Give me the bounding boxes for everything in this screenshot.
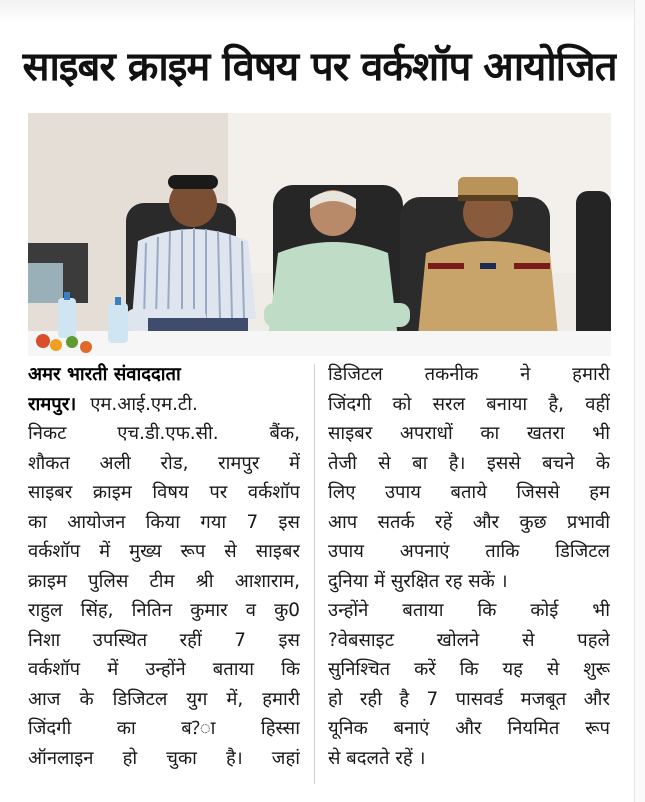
article-line: आज के डिजिटल युग में, हमारी (28, 688, 300, 710)
article-line: आप सतर्क रहें और कुछ प्रभावी (328, 511, 610, 533)
article-line: ?वेबसाइट खोलने से पहले (328, 629, 610, 651)
photo-icon (28, 113, 611, 356)
news-photo (28, 113, 611, 356)
article-column-2 (328, 360, 610, 790)
article-line: दुनिया में सुरक्षित रह सकें । (328, 570, 508, 592)
article-line: जिंदगी का ब?ा हिस्सा (28, 718, 300, 739)
article-line: वर्कशॉप में मुख्य रूप से साइबर (28, 541, 300, 562)
article-line: वर्कशॉप में उन्होंने बताया कि (28, 659, 300, 680)
page-edge (634, 0, 645, 802)
article-column-1 (28, 360, 300, 790)
page-top-strip (0, 0, 645, 22)
article-line: डिजिटल तकनीक ने हमारी (328, 364, 610, 385)
article-line: शौकत अली रोड, रामपुर में (28, 452, 300, 474)
article-line: निकट एच.डी.एफ.सी. बैंक, (28, 423, 300, 444)
column-divider (314, 364, 315, 784)
article-line: राहुल सिंह, नितिन कुमार व कु0 (28, 600, 300, 621)
article-line: साइबर अपराधों का खतरा भी (328, 423, 610, 444)
article-line: निशा उपस्थित रहीं 7 इस (28, 629, 300, 651)
article-text: एम.आई.एम.टी. (90, 393, 198, 415)
article-line (28, 390, 300, 420)
article-line: यूनिक बनाएं और नियमित रूप (328, 718, 610, 739)
article-line: हो रही है 7 पासवर्ड मजबूत और (328, 688, 610, 710)
dateline: रामपुर। (28, 393, 77, 415)
article-line: क्राइम पुलिस टीम श्री आशाराम, (28, 570, 300, 592)
article-line: लिए उपाय बताये जिससे हम (328, 482, 610, 503)
article-line: से बदलते रहें । (328, 747, 426, 769)
article-line: सुनिश्चित करें कि यह से शुरू (328, 659, 610, 680)
article-line: उपाय अपनाएं ताकि डिजिटल (328, 541, 610, 562)
byline: अमर भारती संवाददाता (28, 364, 181, 385)
article-line: जिंदगी को सरल बनाया है, वहीं (328, 393, 610, 415)
article-line: साइबर क्राइम विषय पर वर्कशॉप (28, 482, 300, 503)
article-line: का आयोजन किया गया 7 इस (28, 511, 300, 533)
article-line: ऑनलाइन हो चुका है। जहां (28, 747, 300, 769)
headline: साइबर क्राइम विषय पर वर्कशॉप आयोजित (22, 44, 617, 90)
article-line: तेजी से बा है। इससे बचने के (328, 452, 610, 474)
article-line: उन्होंने बताया कि कोई भी (328, 600, 610, 621)
